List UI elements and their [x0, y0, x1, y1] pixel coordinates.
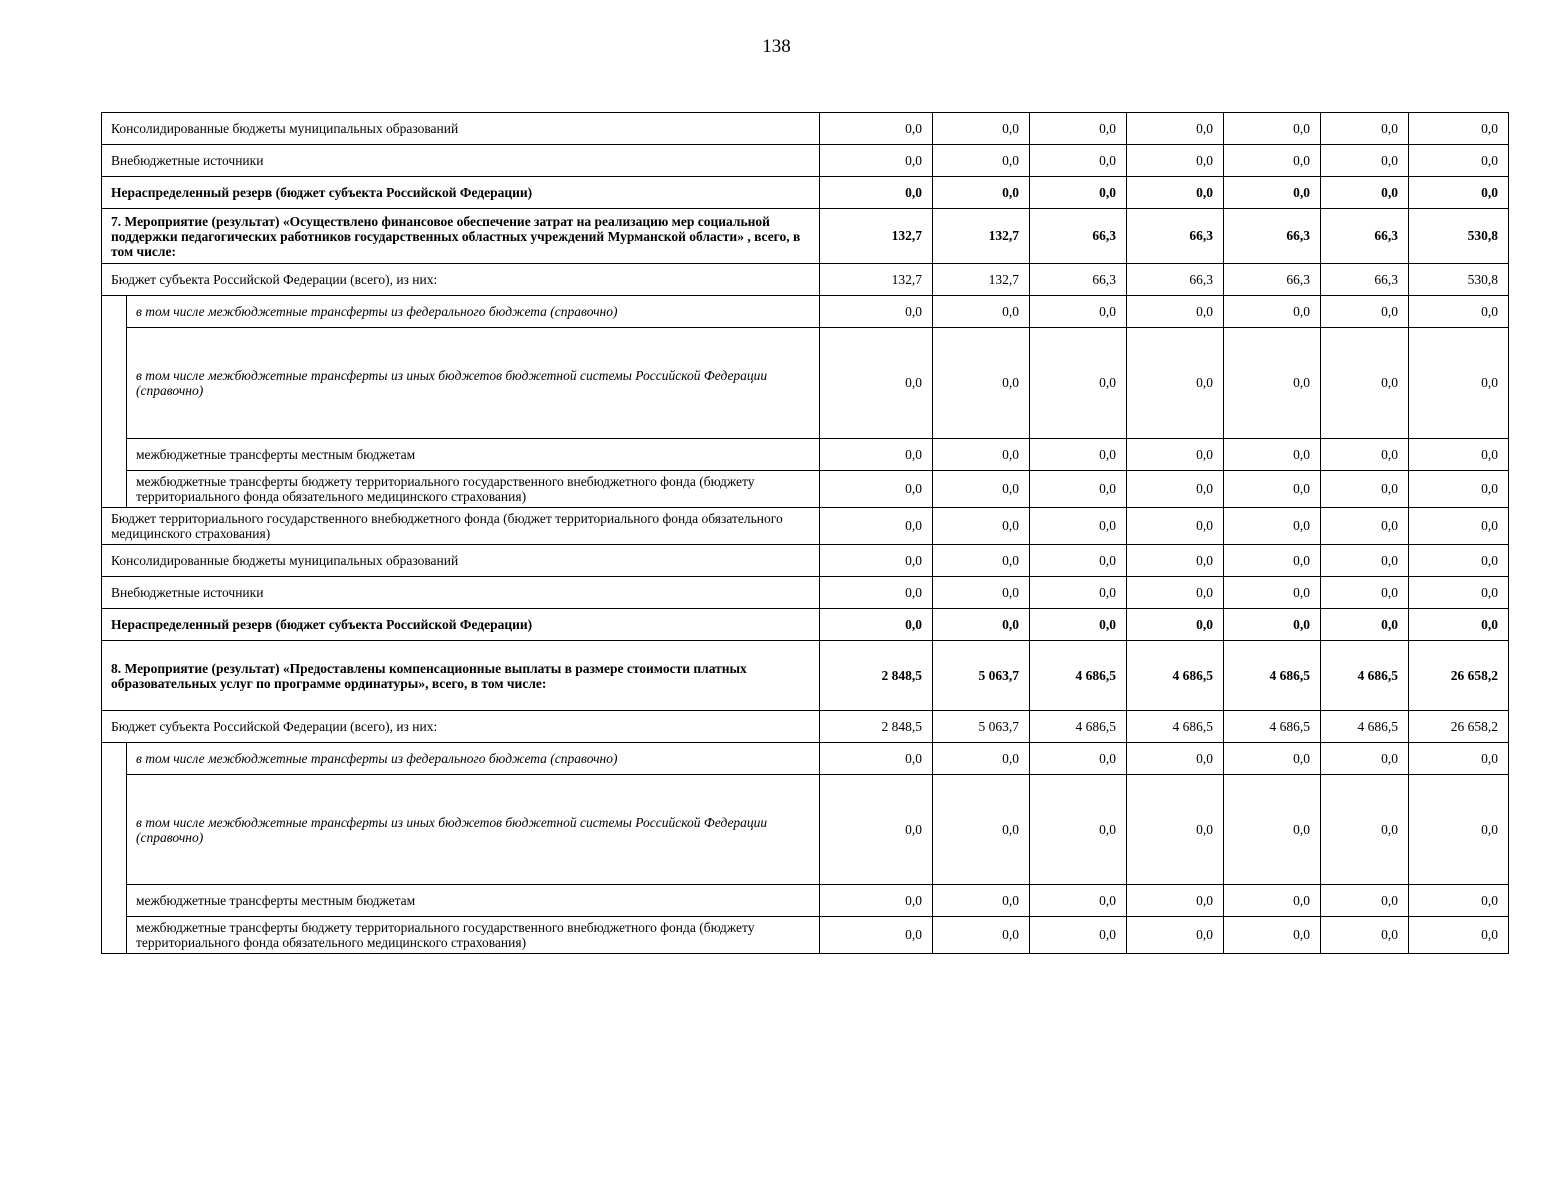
value-cell: 0,0	[1030, 577, 1127, 609]
row-label: в том числе межбюджетные трансферты из федерального бюджета (справочно)	[127, 296, 820, 328]
table-row	[102, 209, 1509, 264]
value-cell: 0,0	[1321, 328, 1409, 439]
value-cell: 0,0	[1321, 743, 1409, 775]
value-cell: 0,0	[1127, 577, 1224, 609]
row-label: 8. Мероприятие (результат) «Предоставлены компенсационные выплаты в размере стоимости платных образовательных услуг по программе ординатуры», всего, в том числе:	[102, 641, 820, 711]
value-cell: 0,0	[1224, 609, 1321, 641]
value-cell: 5 063,7	[933, 711, 1030, 743]
value-cell: 0,0	[1224, 296, 1321, 328]
row-label: в том числе межбюджетные трансферты из федерального бюджета (справочно)	[127, 743, 820, 775]
value-cell: 0,0	[1409, 609, 1509, 641]
value-cell: 0,0	[1030, 328, 1127, 439]
value-cell: 0,0	[1409, 145, 1509, 177]
table-row	[102, 743, 1509, 775]
row-label: Нераспределенный резерв (бюджет субъекта Российской Федерации)	[102, 177, 820, 209]
value-cell: 0,0	[1409, 439, 1509, 471]
value-cell: 0,0	[820, 145, 933, 177]
value-cell: 0,0	[820, 577, 933, 609]
value-cell: 0,0	[1409, 296, 1509, 328]
value-cell: 0,0	[820, 885, 933, 917]
value-cell: 0,0	[1224, 113, 1321, 145]
value-cell: 0,0	[1127, 471, 1224, 508]
value-cell: 0,0	[1030, 145, 1127, 177]
value-cell: 0,0	[1409, 177, 1509, 209]
row-label: в том числе межбюджетные трансферты из иных бюджетов бюджетной системы Российской Федерации (справочно)	[127, 328, 820, 439]
value-cell: 0,0	[1030, 296, 1127, 328]
value-cell: 0,0	[1127, 743, 1224, 775]
indent-cell	[102, 743, 127, 775]
value-cell: 0,0	[820, 545, 933, 577]
value-cell: 0,0	[1321, 775, 1409, 885]
value-cell: 0,0	[1127, 177, 1224, 209]
value-cell: 0,0	[933, 609, 1030, 641]
value-cell: 0,0	[1030, 917, 1127, 954]
value-cell: 0,0	[820, 113, 933, 145]
value-cell: 0,0	[1224, 439, 1321, 471]
value-cell: 0,0	[933, 917, 1030, 954]
value-cell: 0,0	[933, 439, 1030, 471]
value-cell: 0,0	[1409, 471, 1509, 508]
indent-cell	[102, 917, 127, 954]
value-cell: 4 686,5	[1224, 641, 1321, 711]
value-cell: 4 686,5	[1030, 711, 1127, 743]
value-cell: 0,0	[1030, 113, 1127, 145]
value-cell: 0,0	[820, 471, 933, 508]
value-cell: 0,0	[1127, 917, 1224, 954]
value-cell: 0,0	[933, 885, 1030, 917]
value-cell: 2 848,5	[820, 711, 933, 743]
value-cell: 0,0	[1127, 545, 1224, 577]
value-cell: 66,3	[1224, 264, 1321, 296]
table-row	[102, 545, 1509, 577]
value-cell: 0,0	[820, 296, 933, 328]
value-cell: 0,0	[1030, 439, 1127, 471]
value-cell: 0,0	[933, 296, 1030, 328]
value-cell: 0,0	[1127, 775, 1224, 885]
value-cell: 0,0	[1127, 508, 1224, 545]
value-cell: 4 686,5	[1321, 641, 1409, 711]
value-cell: 0,0	[1224, 577, 1321, 609]
table-row	[102, 609, 1509, 641]
budget-table	[101, 112, 1509, 954]
table-row	[102, 711, 1509, 743]
table-row	[102, 885, 1509, 917]
value-cell: 0,0	[1030, 545, 1127, 577]
row-label: Внебюджетные источники	[102, 145, 820, 177]
value-cell: 0,0	[1321, 296, 1409, 328]
table-row	[102, 177, 1509, 209]
value-cell: 0,0	[1224, 545, 1321, 577]
value-cell: 26 658,2	[1409, 711, 1509, 743]
value-cell: 26 658,2	[1409, 641, 1509, 711]
value-cell: 0,0	[1321, 439, 1409, 471]
table-row	[102, 471, 1509, 508]
table-row	[102, 328, 1509, 439]
value-cell: 0,0	[1127, 885, 1224, 917]
table-row	[102, 296, 1509, 328]
table-row	[102, 775, 1509, 885]
value-cell: 0,0	[1409, 885, 1509, 917]
value-cell: 0,0	[820, 177, 933, 209]
value-cell: 0,0	[1321, 917, 1409, 954]
row-label: Бюджет субъекта Российской Федерации (всего), из них:	[102, 711, 820, 743]
value-cell: 66,3	[1127, 209, 1224, 264]
row-label: в том числе межбюджетные трансферты из иных бюджетов бюджетной системы Российской Федерации (справочно)	[127, 775, 820, 885]
value-cell: 530,8	[1409, 209, 1509, 264]
value-cell: 4 686,5	[1127, 641, 1224, 711]
value-cell: 0,0	[933, 145, 1030, 177]
value-cell: 0,0	[1224, 775, 1321, 885]
value-cell: 0,0	[1030, 508, 1127, 545]
row-label: межбюджетные трансферты местным бюджетам	[127, 439, 820, 471]
value-cell: 0,0	[1030, 177, 1127, 209]
row-label: Нераспределенный резерв (бюджет субъекта Российской Федерации)	[102, 609, 820, 641]
value-cell: 0,0	[933, 775, 1030, 885]
value-cell: 0,0	[1321, 609, 1409, 641]
value-cell: 0,0	[1224, 471, 1321, 508]
value-cell: 0,0	[1127, 328, 1224, 439]
indent-cell	[102, 775, 127, 885]
value-cell: 0,0	[933, 577, 1030, 609]
value-cell: 0,0	[1224, 328, 1321, 439]
value-cell: 66,3	[1030, 264, 1127, 296]
value-cell: 0,0	[820, 508, 933, 545]
indent-cell	[102, 471, 127, 508]
table-row	[102, 577, 1509, 609]
value-cell: 66,3	[1321, 209, 1409, 264]
value-cell: 4 686,5	[1127, 711, 1224, 743]
value-cell: 0,0	[1409, 328, 1509, 439]
value-cell: 0,0	[1321, 577, 1409, 609]
indent-cell	[102, 885, 127, 917]
value-cell: 5 063,7	[933, 641, 1030, 711]
value-cell: 0,0	[820, 439, 933, 471]
value-cell: 66,3	[1224, 209, 1321, 264]
value-cell: 0,0	[1409, 577, 1509, 609]
value-cell: 0,0	[1224, 885, 1321, 917]
indent-cell	[102, 328, 127, 439]
row-label: Консолидированные бюджеты муниципальных образований	[102, 113, 820, 145]
table-row	[102, 439, 1509, 471]
value-cell: 0,0	[1409, 775, 1509, 885]
value-cell: 0,0	[1030, 471, 1127, 508]
value-cell: 66,3	[1127, 264, 1224, 296]
value-cell: 132,7	[820, 209, 933, 264]
value-cell: 132,7	[933, 209, 1030, 264]
value-cell: 4 686,5	[1321, 711, 1409, 743]
value-cell: 2 848,5	[820, 641, 933, 711]
value-cell: 0,0	[820, 917, 933, 954]
value-cell: 0,0	[820, 328, 933, 439]
row-label: 7. Мероприятие (результат) «Осуществлено финансовое обеспечение затрат на реализацию мер социальной поддержки педагогических работников государственных областных учреждений Мурманской области» , всего, в том числе:	[102, 209, 820, 264]
value-cell: 0,0	[933, 113, 1030, 145]
table-row	[102, 917, 1509, 954]
table-row	[102, 264, 1509, 296]
value-cell: 0,0	[1224, 145, 1321, 177]
value-cell: 0,0	[933, 177, 1030, 209]
value-cell: 530,8	[1409, 264, 1509, 296]
value-cell: 0,0	[1321, 471, 1409, 508]
value-cell: 0,0	[1409, 545, 1509, 577]
value-cell: 0,0	[933, 545, 1030, 577]
row-label: межбюджетные трансферты бюджету территориального государственного внебюджетного фонда (бюджету территориального фонда обязательного медицинского страхования)	[127, 471, 820, 508]
value-cell: 0,0	[1224, 508, 1321, 545]
value-cell: 0,0	[1127, 439, 1224, 471]
table-row	[102, 508, 1509, 545]
value-cell: 0,0	[1321, 145, 1409, 177]
value-cell: 0,0	[1321, 545, 1409, 577]
value-cell: 4 686,5	[1224, 711, 1321, 743]
table-body	[102, 113, 1509, 954]
value-cell: 0,0	[1127, 609, 1224, 641]
value-cell: 0,0	[820, 743, 933, 775]
value-cell: 0,0	[1409, 113, 1509, 145]
table-row	[102, 641, 1509, 711]
row-label: Консолидированные бюджеты муниципальных образований	[102, 545, 820, 577]
value-cell: 0,0	[1030, 885, 1127, 917]
value-cell: 0,0	[1321, 177, 1409, 209]
value-cell: 0,0	[933, 508, 1030, 545]
value-cell: 0,0	[1409, 917, 1509, 954]
value-cell: 4 686,5	[1030, 641, 1127, 711]
value-cell: 0,0	[1030, 743, 1127, 775]
value-cell: 0,0	[1030, 775, 1127, 885]
value-cell: 66,3	[1030, 209, 1127, 264]
value-cell: 0,0	[1127, 145, 1224, 177]
value-cell: 0,0	[820, 775, 933, 885]
value-cell: 132,7	[933, 264, 1030, 296]
value-cell: 132,7	[820, 264, 933, 296]
row-label: межбюджетные трансферты местным бюджетам	[127, 885, 820, 917]
value-cell: 0,0	[1127, 296, 1224, 328]
table-row	[102, 145, 1509, 177]
value-cell: 0,0	[1224, 917, 1321, 954]
row-label: межбюджетные трансферты бюджету территориального государственного внебюджетного фонда (бюджету территориального фонда обязательного медицинского страхования)	[127, 917, 820, 954]
value-cell: 0,0	[1321, 508, 1409, 545]
row-label: Внебюджетные источники	[102, 577, 820, 609]
row-label: Бюджет субъекта Российской Федерации (всего), из них:	[102, 264, 820, 296]
value-cell: 0,0	[933, 328, 1030, 439]
page-number: 138	[762, 36, 791, 57]
value-cell: 0,0	[933, 471, 1030, 508]
indent-cell	[102, 439, 127, 471]
value-cell: 66,3	[1321, 264, 1409, 296]
table-row	[102, 113, 1509, 145]
value-cell: 0,0	[1321, 885, 1409, 917]
value-cell: 0,0	[1224, 177, 1321, 209]
value-cell: 0,0	[1127, 113, 1224, 145]
value-cell: 0,0	[1030, 609, 1127, 641]
value-cell: 0,0	[933, 743, 1030, 775]
value-cell: 0,0	[1409, 743, 1509, 775]
indent-cell	[102, 296, 127, 328]
value-cell: 0,0	[1321, 113, 1409, 145]
row-label: Бюджет территориального государственного внебюджетного фонда (бюджет территориального фонда обязательного медицинского страхования)	[102, 508, 820, 545]
value-cell: 0,0	[1409, 508, 1509, 545]
value-cell: 0,0	[1224, 743, 1321, 775]
value-cell: 0,0	[820, 609, 933, 641]
